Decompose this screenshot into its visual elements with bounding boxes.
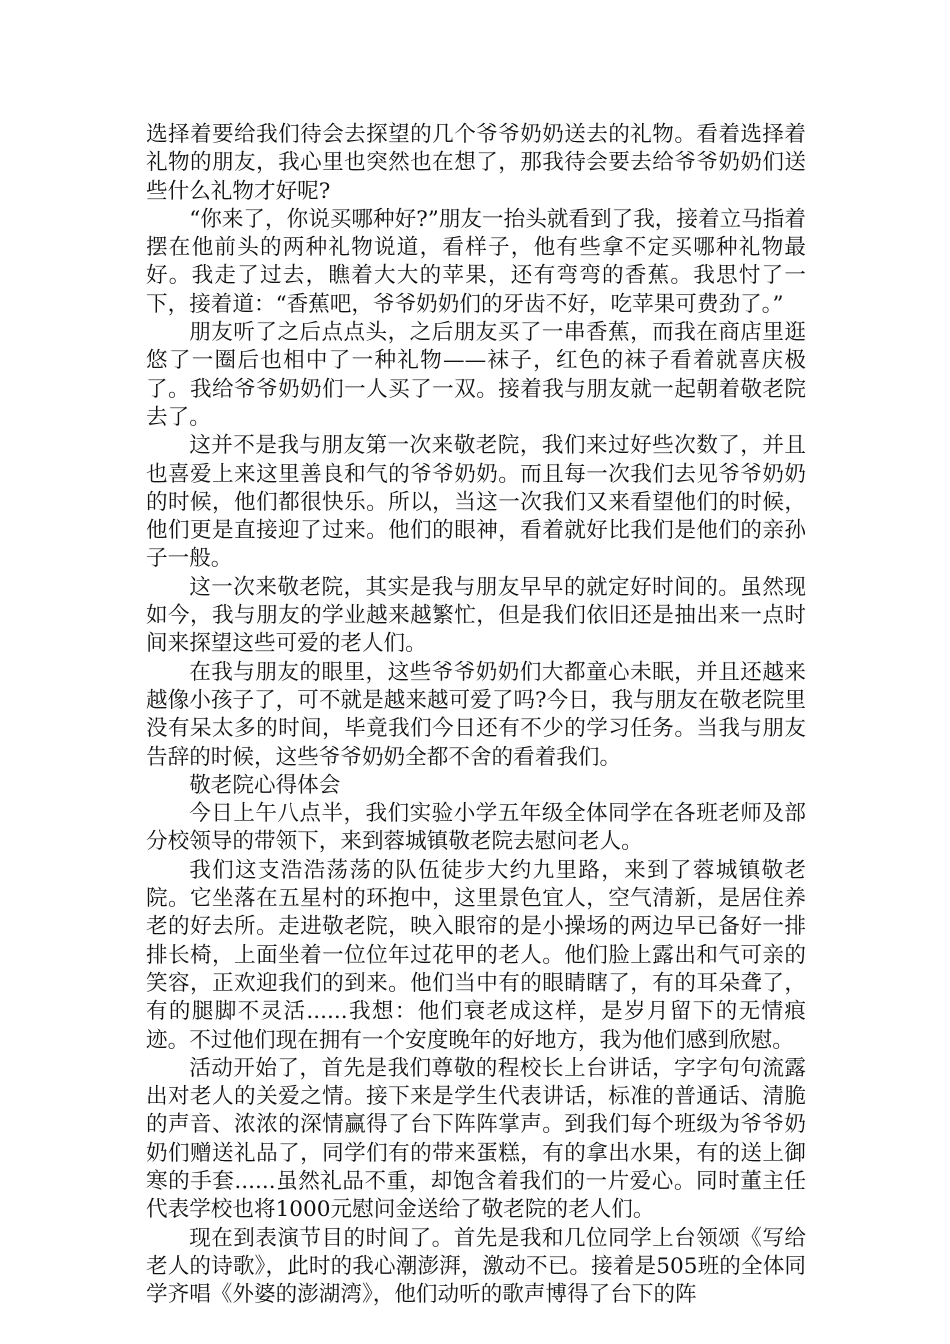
paragraph-10: 现在到表演节目的时间了。首先是我和几位同学上台领颂《写给老人的诗歌》，此时的我心潮澎湃，激动不已。接着是505班的全体同学齐唱《外婆的澎湖湾》，他们动听的歌声博得了台下的阵 <box>146 1225 806 1308</box>
document-body <box>146 121 806 1309</box>
section-heading: 敬老院心得体会 <box>189 772 341 798</box>
paragraph-8: 我们这支浩浩荡荡的队伍徒步大约九里路，来到了蓉城镇敬老院。它坐落在五星村的环抱中，这里景色宜人，空气清新，是居住养老的好去所。走进敬老院，映入眼帘的是小操场的两边早已备好一排排长椅，上面坐着一位位年过花甲的老人。他们脸上露出和气可亲的笑容，正欢迎我们的到来。他们当中有的眼睛瞎了，有的耳朵聋了，有的腿脚不灵活......我想：他们衰老成这样，是岁月留下的无情痕迹。不过他们现在拥有一个安度晚年的好地方，我为他们感到欣慰。 <box>146 857 806 1053</box>
paragraph-2: “你来了，你说买哪种好?”朋友一抬头就看到了我，接着立马指着摆在他前头的两种礼物说道，看样子，他有些拿不定买哪种礼物最好。我走了过去，瞧着大大的苹果，还有弯弯的香蕉。我思忖了一下，接着道：“香蕉吧，爷爷奶奶们的牙齿不好，吃苹果可费劲了。” <box>146 206 806 317</box>
paragraph-9: 活动开始了，首先是我们尊敬的程校长上台讲话，字字句句流露出对老人的关爱之情。接下来是学生代表讲话，标准的普通话、清脆的声音、浓浓的深情赢得了台下阵阵掌声。到我们每个班级为爷爷奶奶们赠送礼品了，同学们有的带来蛋糕，有的拿出水果，有的送上御寒的手套......虽然礼品不重，却饱含着我们的一片爱心。同时董主任代表学校也将1000元慰问金送给了敬老院的老人们。 <box>146 1055 806 1223</box>
paragraph-6: 在我与朋友的眼里，这些爷爷奶奶们大都童心未眠，并且还越来越像小孩子了，可不就是越来越可爱了吗?今日，我与朋友在敬老院里没有呆太多的时间，毕竟我们今日还有不少的学习任务。当我与朋友告辞的时候，这些爷爷奶奶全都不舍的看着我们。 <box>146 659 806 770</box>
paragraph-5: 这一次来敬老院，其实是我与朋友早早的就定好时间的。虽然现如今，我与朋友的学业越来越繁忙，但是我们依旧还是抽出来一点时间来探望这些可爱的老人们。 <box>146 574 806 657</box>
paragraph-3: 朋友听了之后点点头，之后朋友买了一串香蕉，而我在商店里逛悠了一圈后也相中了一种礼物——袜子，红色的袜子看着就喜庆极了。我给爷爷奶奶们一人买了一双。接着我与朋友就一起朝着敬老院去了。 <box>146 320 806 430</box>
paragraph-1: 选择着要给我们待会去探望的几个爷爷奶奶送去的礼物。看着选择着礼物的朋友，我心里也突然也在想了，那我待会要去给爷爷奶奶们送些什么礼物才好呢? <box>146 122 806 204</box>
paragraph-4: 这并不是我与朋友第一次来敬老院，我们来过好些次数了，并且也喜爱上来这里善良和气的爷爷奶奶。而且每一次我们去见爷爷奶奶的时候，他们都很快乐。所以，当这一次我们又来看望他们的时候，他们更是直接迎了过来。他们的眼神，看着就好比我们是他们的亲孙子一般。 <box>146 433 806 572</box>
paragraph-7: 今日上午八点半，我们实验小学五年级全体同学在各班老师及部分校领导的带领下，来到蓉城镇敬老院去慰问老人。 <box>146 801 806 855</box>
